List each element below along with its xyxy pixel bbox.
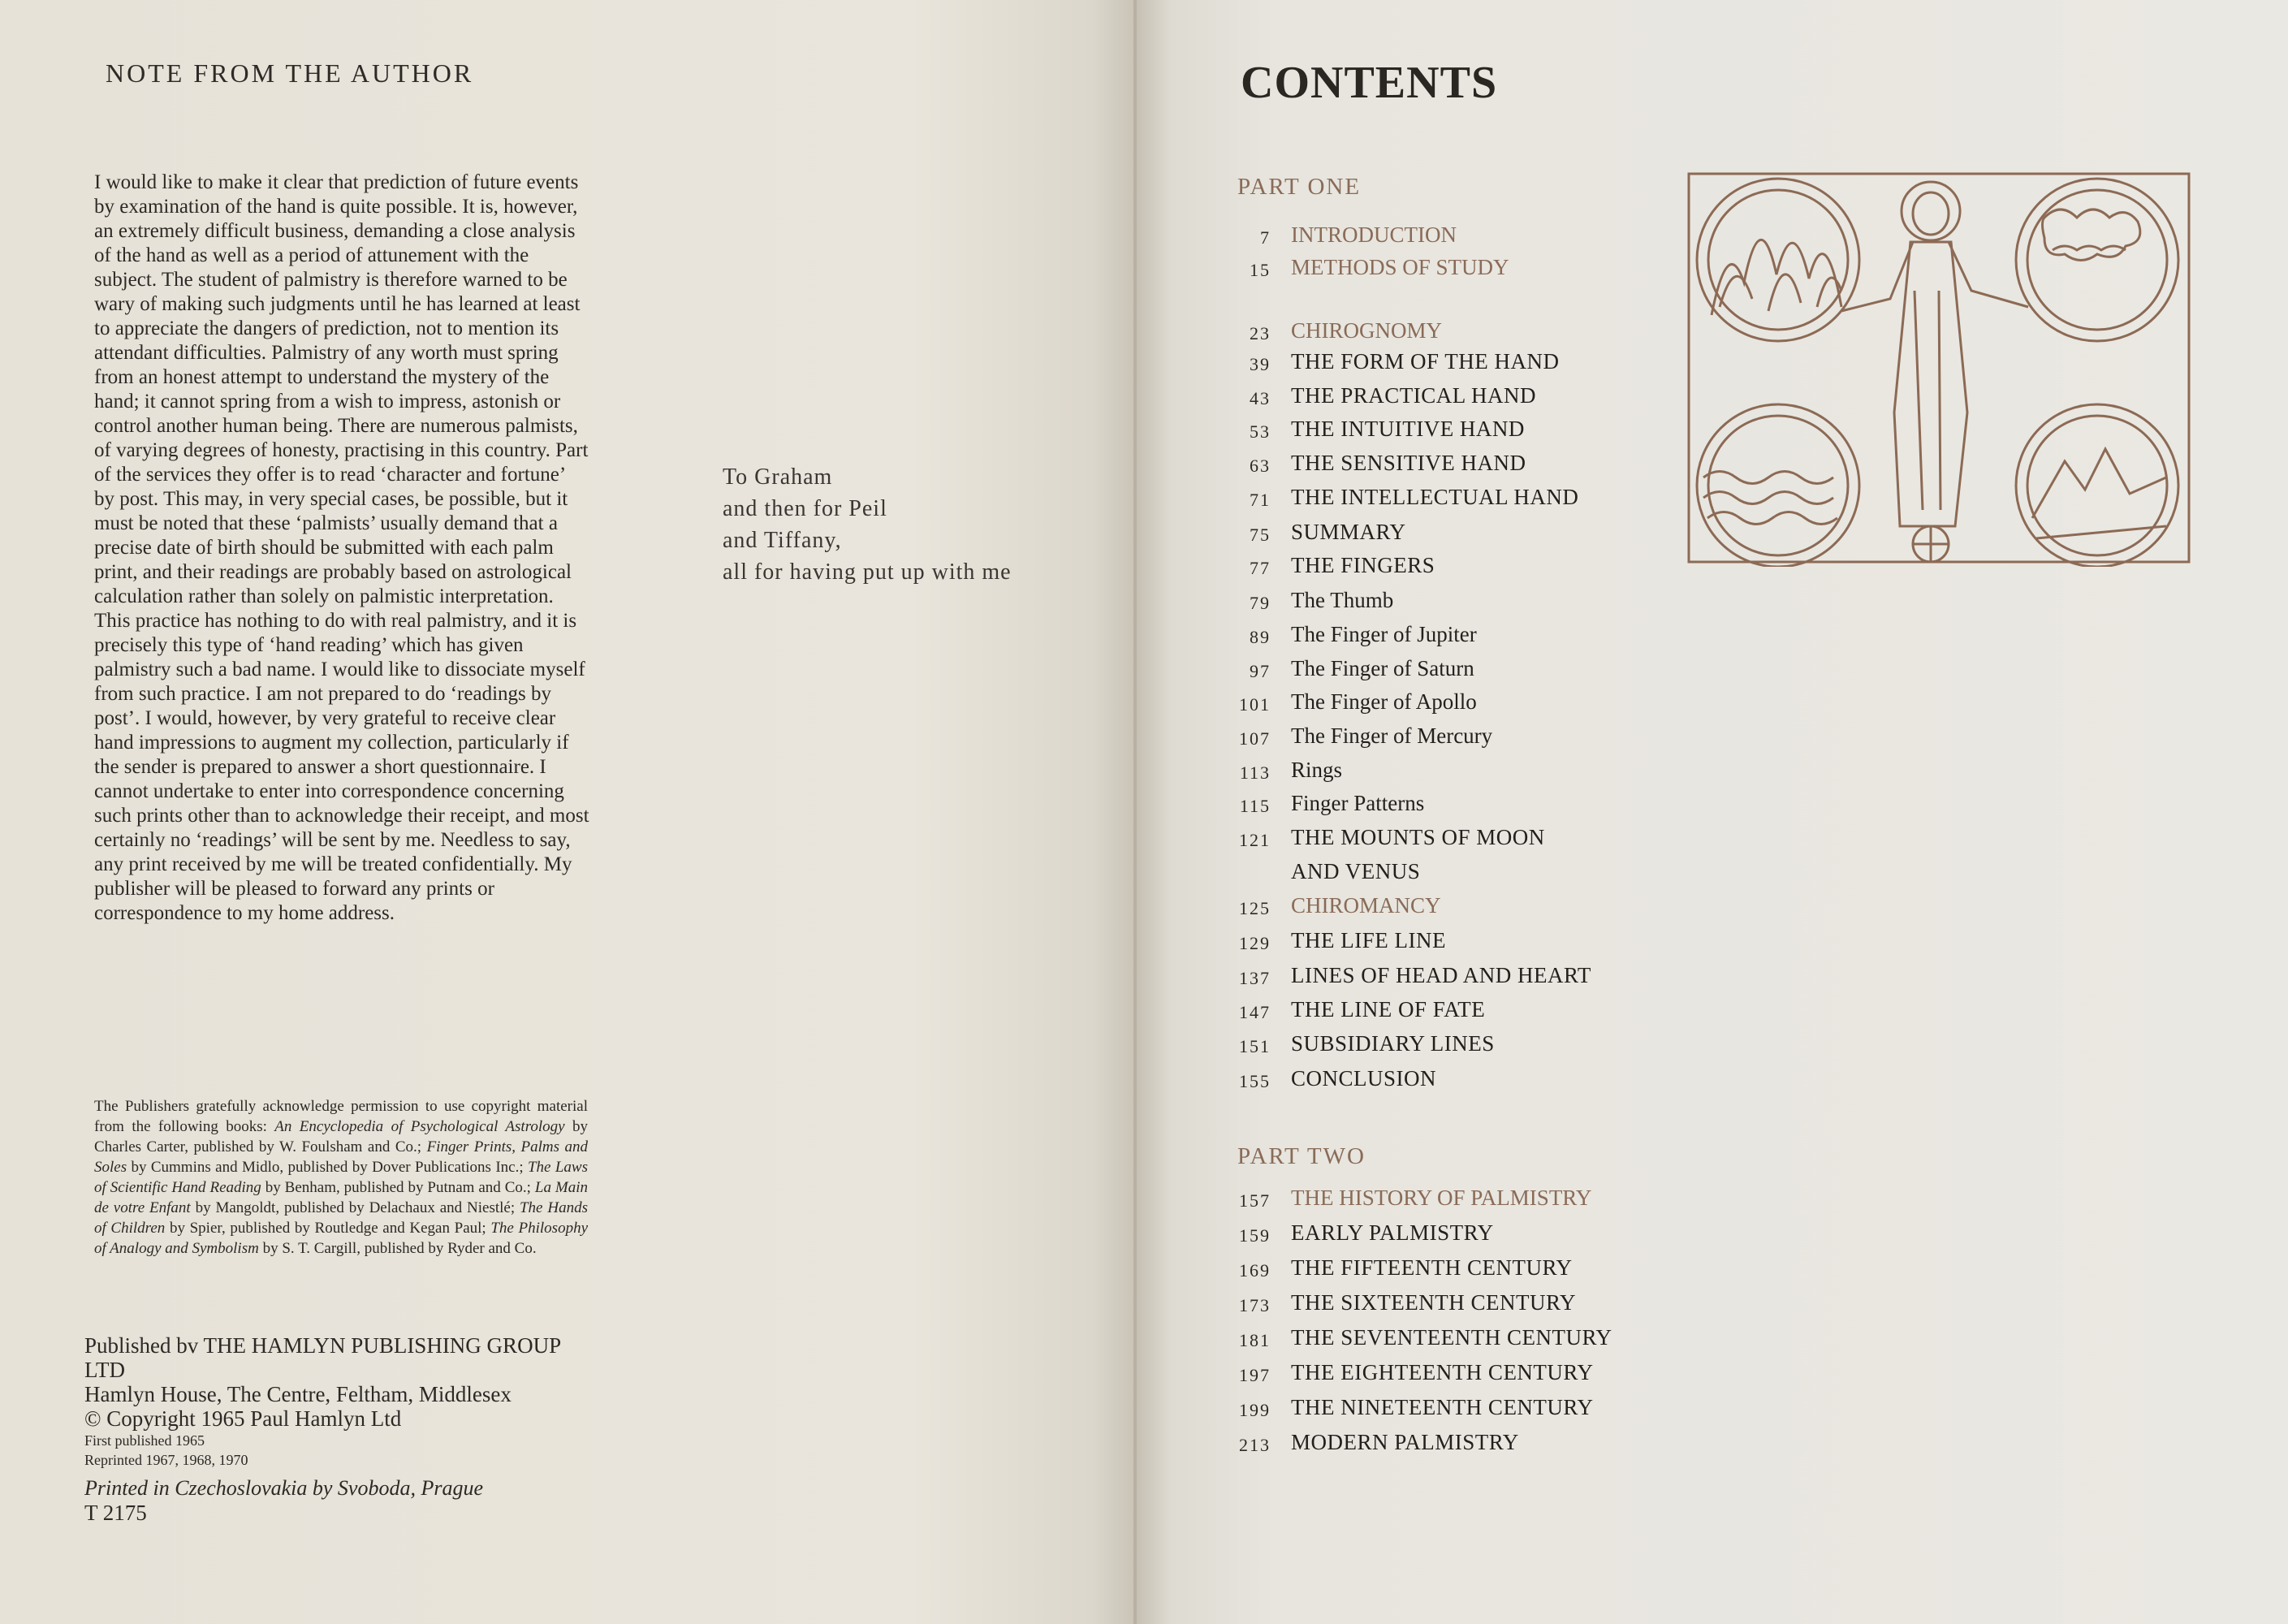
waves xyxy=(1703,472,1833,484)
toc-title: CHIROMANCY xyxy=(1291,893,1441,918)
toc-entry xyxy=(1218,349,1673,382)
toc-title: CONCLUSION xyxy=(1291,1066,1437,1091)
publisher-line: Published bv THE HAMLYN PUBLISHING GROUP LTD xyxy=(84,1333,561,1382)
note-title: NOTE FROM THE AUTHOR xyxy=(106,58,474,88)
earth-circle xyxy=(2016,404,2178,567)
toc-entry xyxy=(1218,1290,1673,1323)
publisher-address: Hamlyn House, The Centre, Feltham, Middlesex xyxy=(84,1382,512,1406)
toc-title: Finger Patterns xyxy=(1291,791,1425,815)
toc-title: SUBSIDIARY LINES xyxy=(1291,1031,1495,1056)
toc-title: THE PRACTICAL HAND xyxy=(1291,383,1536,408)
toc-entry xyxy=(1218,222,1673,255)
ack-text: by Cummins and Midlo, published by Dover Publications Inc.; xyxy=(127,1159,528,1176)
toc-entry xyxy=(1218,318,1673,351)
toc-page-number: 157 xyxy=(1239,1190,1271,1211)
toc-entry xyxy=(1218,928,1673,961)
toc-page-number: 137 xyxy=(1239,968,1271,988)
first-published: First published 1965 xyxy=(84,1432,205,1449)
toc-page-number: 197 xyxy=(1239,1365,1271,1385)
book-title: The Laws of Scientific Hand Reading xyxy=(94,1159,588,1196)
toc-entry xyxy=(1218,553,1673,585)
ack-text: by Benham, published by Putnam and Co.; xyxy=(261,1179,535,1196)
toc-page-number: 71 xyxy=(1250,490,1271,510)
toc-entry xyxy=(1218,1255,1673,1288)
toc-page-number: 101 xyxy=(1239,694,1271,715)
toc-title: EARLY PALMISTRY xyxy=(1291,1220,1494,1245)
toc-title: LINES OF HEAD AND HEART xyxy=(1291,963,1591,987)
toc-title: AND VENUS xyxy=(1291,859,1421,883)
note-paragraph: This practice has nothing to do with real palmistry, and it is precisely this type of ‘hand reading’ which has given palmistry such a bad name. I would like to dissociate myself from such practice. I am not prepared to do ‘readings by post’. I would, however, by very grateful to receive clear hand impressions to augment my collection, particularly if the sender is prepared to answer a short questionnaire. I cannot undertake to enter into correspondence concerning such prints other than to acknowledge their receipt, and most certainly no ‘readings’ will be sent by me. Needless to say, any print received by me will be treated confidentially. My publisher will be pleased to forward any prints or correspondence to my home address. xyxy=(94,610,589,924)
clouds xyxy=(2043,209,2140,261)
toc-entry xyxy=(1218,758,1673,790)
book-title: The Philosophy of Analogy and Symbolism xyxy=(94,1220,589,1257)
reprinted: Reprinted 1967, 1968, 1970 xyxy=(84,1452,248,1468)
toc-entry xyxy=(1218,791,1673,823)
left-page xyxy=(0,0,1137,1624)
toc-page-number: 129 xyxy=(1239,933,1271,953)
part-two-label: PART TWO xyxy=(1237,1143,1366,1169)
toc-page-number: 43 xyxy=(1250,388,1271,408)
toc-entry xyxy=(1218,1186,1673,1218)
toc-title: THE FIFTEENTH CENTURY xyxy=(1291,1255,1573,1280)
toc-entry xyxy=(1218,588,1673,620)
toc-page-number: 159 xyxy=(1239,1225,1271,1246)
book-title: An Encyclopedia of Psychological Astrology xyxy=(274,1118,565,1135)
toc-entry xyxy=(1218,1325,1673,1358)
mountains xyxy=(2032,449,2166,518)
toc-entry xyxy=(1218,622,1673,654)
toc-title: CHIROGNOMY xyxy=(1291,318,1443,343)
ack-text: by Spier, published by Routledge and Kegan Paul; xyxy=(165,1220,491,1237)
toc-title: THE MOUNTS OF MOON xyxy=(1291,825,1545,849)
ack-text: The Publishers gratefully acknowledge permission to use copyright material from the following books: xyxy=(94,1098,588,1135)
toc-entry xyxy=(1218,1220,1673,1253)
toc-entry xyxy=(1218,1031,1673,1064)
toc-title: THE SENSITIVE HAND xyxy=(1291,451,1526,475)
toc-title: THE INTUITIVE HAND xyxy=(1291,417,1525,441)
toc-title: SUMMARY xyxy=(1291,520,1406,544)
toc-page-number: 39 xyxy=(1250,354,1271,374)
toc-page-number: 77 xyxy=(1250,558,1271,578)
toc-entry xyxy=(1218,1430,1673,1462)
toc-entry xyxy=(1218,997,1673,1030)
toc-title: THE HISTORY OF PALMISTRY xyxy=(1291,1186,1592,1210)
figure-robe xyxy=(1894,242,1967,526)
toc-title: THE INTELLECTUAL HAND xyxy=(1291,485,1579,509)
toc-page-number: 125 xyxy=(1239,898,1271,918)
toc-page-number: 79 xyxy=(1250,593,1271,613)
contents-title: CONTENTS xyxy=(1241,58,1498,108)
figure-arms xyxy=(1841,242,2028,311)
copyright-line: © Copyright 1965 Paul Hamlyn Ltd xyxy=(84,1406,402,1431)
toc-title: The Finger of Jupiter xyxy=(1291,622,1477,646)
toc-title: MODERN PALMISTRY xyxy=(1291,1430,1519,1454)
dedication xyxy=(723,461,1012,588)
ack-text: by Mangoldt, published by Delachaux and Niestlé; xyxy=(190,1199,520,1216)
toc-page-number: 15 xyxy=(1250,260,1271,280)
ack-text: by S. T. Cargill, published by Ryder and Co. xyxy=(258,1240,537,1257)
toc-page-number: 7 xyxy=(1260,227,1271,248)
book-title: The Hands of Children xyxy=(94,1199,588,1237)
toc-title: The Finger of Apollo xyxy=(1291,689,1477,714)
dedication-line: all for having put up with me xyxy=(723,559,1012,585)
fire-circle xyxy=(1697,179,1859,341)
note-paragraph: I would like to make it clear that prediction of future events by examination of the hand is quite possible. It is, however, an extremely difficult business, demanding a close analysis of the hand as well as a period of attunement with the subject. The student of palmistry is therefore warned to be wary of making such judgments until he has learned at least to appreciate the dangers of prediction, not to mention its attendant difficulties. Palmistry of any worth must spring from an honest attempt to understand the mystery of the hand; it cannot spring from a wish to impress, astonish or control another human being. There are numerous palmists, of varying degrees of honesty, practising in this country. Part of the services they offer is to read ‘character and fortune’ by post. This may, in very special cases, be possible, but it must be noted that these ‘palmists’ usually demand that a precise date of birth should be submitted with each palm print, and their readings are probably based on astrological calculation rather than solely on palmistic interpretation. xyxy=(94,171,589,607)
toc-page-number: 89 xyxy=(1250,627,1271,647)
toc-entry xyxy=(1218,689,1673,722)
toc-page-number: 97 xyxy=(1250,661,1271,681)
toc-page-number: 115 xyxy=(1239,796,1271,816)
flames xyxy=(1712,240,1841,315)
toc-title: THE LIFE LINE xyxy=(1291,928,1446,952)
toc-page-number: 169 xyxy=(1239,1260,1271,1281)
toc-page-number: 151 xyxy=(1239,1036,1271,1056)
toc-title: INTRODUCTION xyxy=(1291,222,1457,247)
toc-entry xyxy=(1218,825,1673,857)
printed-in: Printed in Czechoslovakia by Svoboda, Prague xyxy=(84,1476,484,1500)
note-body xyxy=(94,171,589,926)
toc-page-number: 113 xyxy=(1239,762,1271,783)
catalogue-code: T 2175 xyxy=(84,1501,147,1525)
toc-entry xyxy=(1218,859,1673,892)
toc-entry xyxy=(1218,723,1673,756)
toc-title: The Thumb xyxy=(1291,588,1394,612)
toc-entry xyxy=(1218,451,1673,483)
dedication-line: and Tiffany, xyxy=(723,528,842,553)
toc-page-number: 53 xyxy=(1250,421,1271,442)
toc-page-number: 181 xyxy=(1239,1330,1271,1350)
toc-entry xyxy=(1218,255,1673,287)
toc-title: METHODS OF STUDY xyxy=(1291,255,1509,279)
toc-page-number: 173 xyxy=(1239,1295,1271,1315)
acknowledgement xyxy=(94,1096,588,1259)
toc-entry xyxy=(1218,656,1673,689)
publisher-imprint xyxy=(84,1333,604,1525)
woodcut-illustration xyxy=(1687,169,2192,567)
ack-text: by Charles Carter, published by W. Foulsham and Co.; xyxy=(94,1118,589,1155)
dedication-line: and then for Peil xyxy=(723,496,887,521)
toc-entry xyxy=(1218,1395,1673,1427)
toc-page-number: 199 xyxy=(1239,1400,1271,1420)
toc-entry xyxy=(1218,1066,1673,1099)
toc-entry xyxy=(1218,963,1673,996)
toc-page-number: 63 xyxy=(1250,456,1271,476)
toc-title: THE EIGHTEENTH CENTURY xyxy=(1291,1360,1594,1384)
toc-page-number: 75 xyxy=(1250,525,1271,545)
toc-title: THE NINETEENTH CENTURY xyxy=(1291,1395,1594,1419)
toc-title: The Finger of Saturn xyxy=(1291,656,1474,680)
toc-entry xyxy=(1218,417,1673,449)
toc-page-number: 107 xyxy=(1239,728,1271,749)
water-circle xyxy=(1697,404,1859,567)
toc-title: The Finger of Mercury xyxy=(1291,723,1493,748)
toc-title: Rings xyxy=(1291,758,1343,782)
toc-entry xyxy=(1218,1360,1673,1393)
book-title: Finger Prints, Palms and Soles xyxy=(94,1138,588,1176)
toc-page-number: 23 xyxy=(1250,323,1271,343)
toc-title: THE LINE OF FATE xyxy=(1291,997,1486,1021)
toc-page-number: 147 xyxy=(1239,1002,1271,1022)
toc-title: THE SIXTEENTH CENTURY xyxy=(1291,1290,1576,1315)
toc-page-number: 155 xyxy=(1239,1071,1271,1091)
figure-head xyxy=(1913,192,1949,235)
toc-page-number: 121 xyxy=(1239,830,1271,850)
book-title: La Main de votre Enfant xyxy=(94,1179,588,1216)
part-one-label: PART ONE xyxy=(1237,174,1362,200)
toc-title: THE FORM OF THE HAND xyxy=(1291,349,1560,374)
dedication-line: To Graham xyxy=(723,464,833,490)
toc-title: THE FINGERS xyxy=(1291,553,1435,577)
cloud-circle xyxy=(2016,179,2178,341)
toc-page-number: 213 xyxy=(1239,1435,1271,1455)
toc-entry xyxy=(1218,383,1673,416)
toc-entry xyxy=(1218,520,1673,552)
toc-title: THE SEVENTEENTH CENTURY xyxy=(1291,1325,1612,1350)
toc-entry xyxy=(1218,485,1673,517)
toc-entry xyxy=(1218,893,1673,926)
